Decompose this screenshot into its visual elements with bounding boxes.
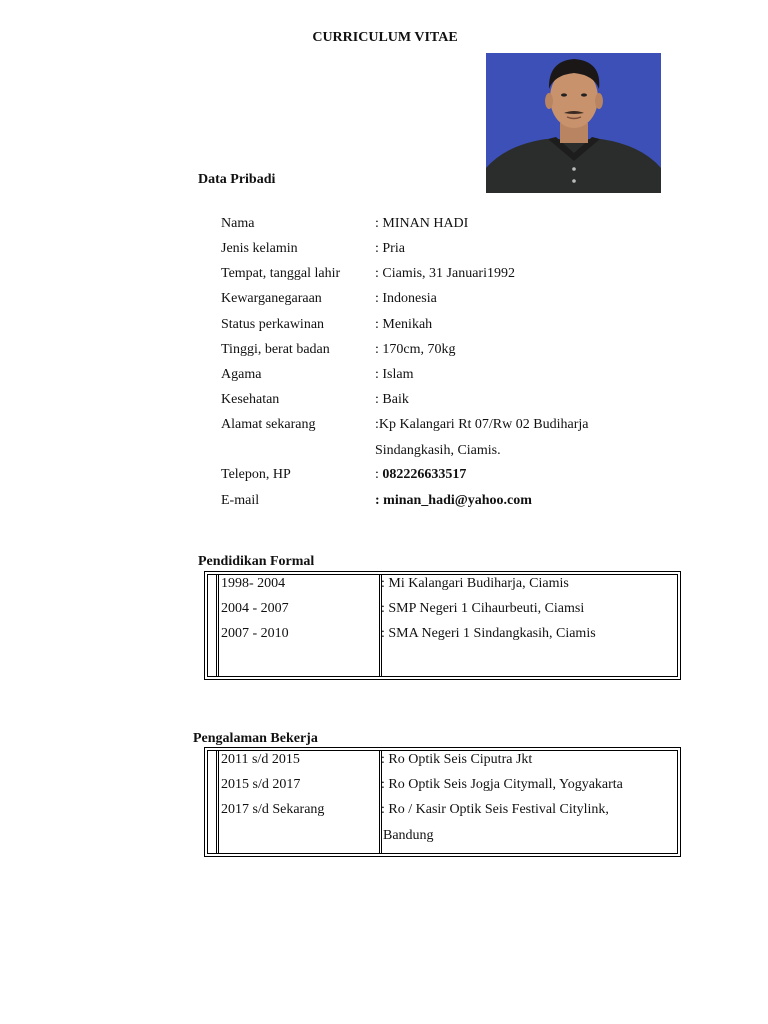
section-heading-pengalaman: Pengalaman Bekerja bbox=[193, 731, 318, 746]
experience-job-2: : Ro Optik Seis Jogja Citymall, Yogyakarta bbox=[381, 777, 623, 792]
value-alamat-line2: Sindangkasih, Ciamis. bbox=[375, 443, 501, 458]
portrait-photo-image bbox=[486, 53, 661, 193]
education-year-1: 1998- 2004 bbox=[221, 576, 286, 591]
value-jenis-kelamin: : Pria bbox=[375, 241, 405, 256]
education-table-divider-2 bbox=[218, 574, 219, 677]
label-alamat: Alamat sekarang bbox=[221, 417, 316, 432]
experience-table-divider-2 bbox=[218, 750, 219, 854]
education-school-3: : SMA Negeri 1 Sindangkasih, Ciamis bbox=[381, 626, 596, 641]
experience-job-3-line1: : Ro / Kasir Optik Seis Festival Citylink, bbox=[381, 802, 609, 817]
value-nama: : MINAN HADI bbox=[375, 216, 469, 231]
experience-period-2: 2015 s/d 2017 bbox=[221, 777, 301, 792]
education-table bbox=[204, 571, 681, 680]
value-tinggi-berat: : 170cm, 70kg bbox=[375, 342, 456, 357]
experience-period-3: 2017 s/d Sekarang bbox=[221, 802, 325, 817]
experience-table bbox=[204, 747, 681, 857]
education-table-divider-1 bbox=[216, 574, 217, 677]
value-agama: : Islam bbox=[375, 367, 414, 382]
label-kesehatan: Kesehatan bbox=[221, 392, 280, 407]
profile-photo bbox=[486, 53, 661, 193]
label-tinggi-berat: Tinggi, berat badan bbox=[221, 342, 330, 357]
education-table-divider-3 bbox=[379, 574, 380, 677]
education-school-2: : SMP Negeri 1 Cihaurbeuti, Ciamsi bbox=[381, 601, 585, 616]
experience-table-divider-3 bbox=[379, 750, 380, 854]
value-telepon-number: 082226633517 bbox=[382, 467, 467, 482]
label-tempat-tanggal-lahir: Tempat, tanggal lahir bbox=[221, 266, 341, 281]
experience-period-1: 2011 s/d 2015 bbox=[221, 752, 300, 767]
document-title: CURRICULUM VITAE bbox=[312, 30, 458, 45]
label-jenis-kelamin: Jenis kelamin bbox=[221, 241, 298, 256]
label-email: E-mail bbox=[221, 493, 260, 508]
value-email: : minan_hadi@yahoo.com bbox=[375, 493, 532, 508]
education-year-3: 2007 - 2010 bbox=[221, 626, 289, 641]
label-status-perkawinan: Status perkawinan bbox=[221, 317, 325, 332]
label-kewarganegaraan: Kewarganegaraan bbox=[221, 291, 322, 306]
value-status-perkawinan: : Menikah bbox=[375, 317, 433, 332]
section-heading-data-pribadi: Data Pribadi bbox=[198, 172, 276, 187]
experience-job-3-line2: Bandung bbox=[383, 828, 434, 843]
value-telepon-prefix: : bbox=[375, 467, 383, 482]
education-school-1: : Mi Kalangari Budiharja, Ciamis bbox=[381, 576, 569, 591]
value-telepon bbox=[375, 467, 466, 483]
experience-job-1: : Ro Optik Seis Ciputra Jkt bbox=[381, 752, 533, 767]
label-agama: Agama bbox=[221, 367, 262, 382]
value-kewarganegaraan: : Indonesia bbox=[375, 291, 437, 306]
label-telepon: Telepon, HP bbox=[221, 467, 291, 482]
value-kesehatan: : Baik bbox=[375, 392, 409, 407]
value-tempat-tanggal-lahir: : Ciamis, 31 Januari1992 bbox=[375, 266, 515, 281]
education-year-2: 2004 - 2007 bbox=[221, 601, 289, 616]
label-nama: Nama bbox=[221, 216, 255, 231]
section-heading-pendidikan: Pendidikan Formal bbox=[198, 554, 315, 569]
experience-table-divider-1 bbox=[216, 750, 217, 854]
value-alamat-line1: :Kp Kalangari Rt 07/Rw 02 Budiharja bbox=[375, 417, 589, 432]
